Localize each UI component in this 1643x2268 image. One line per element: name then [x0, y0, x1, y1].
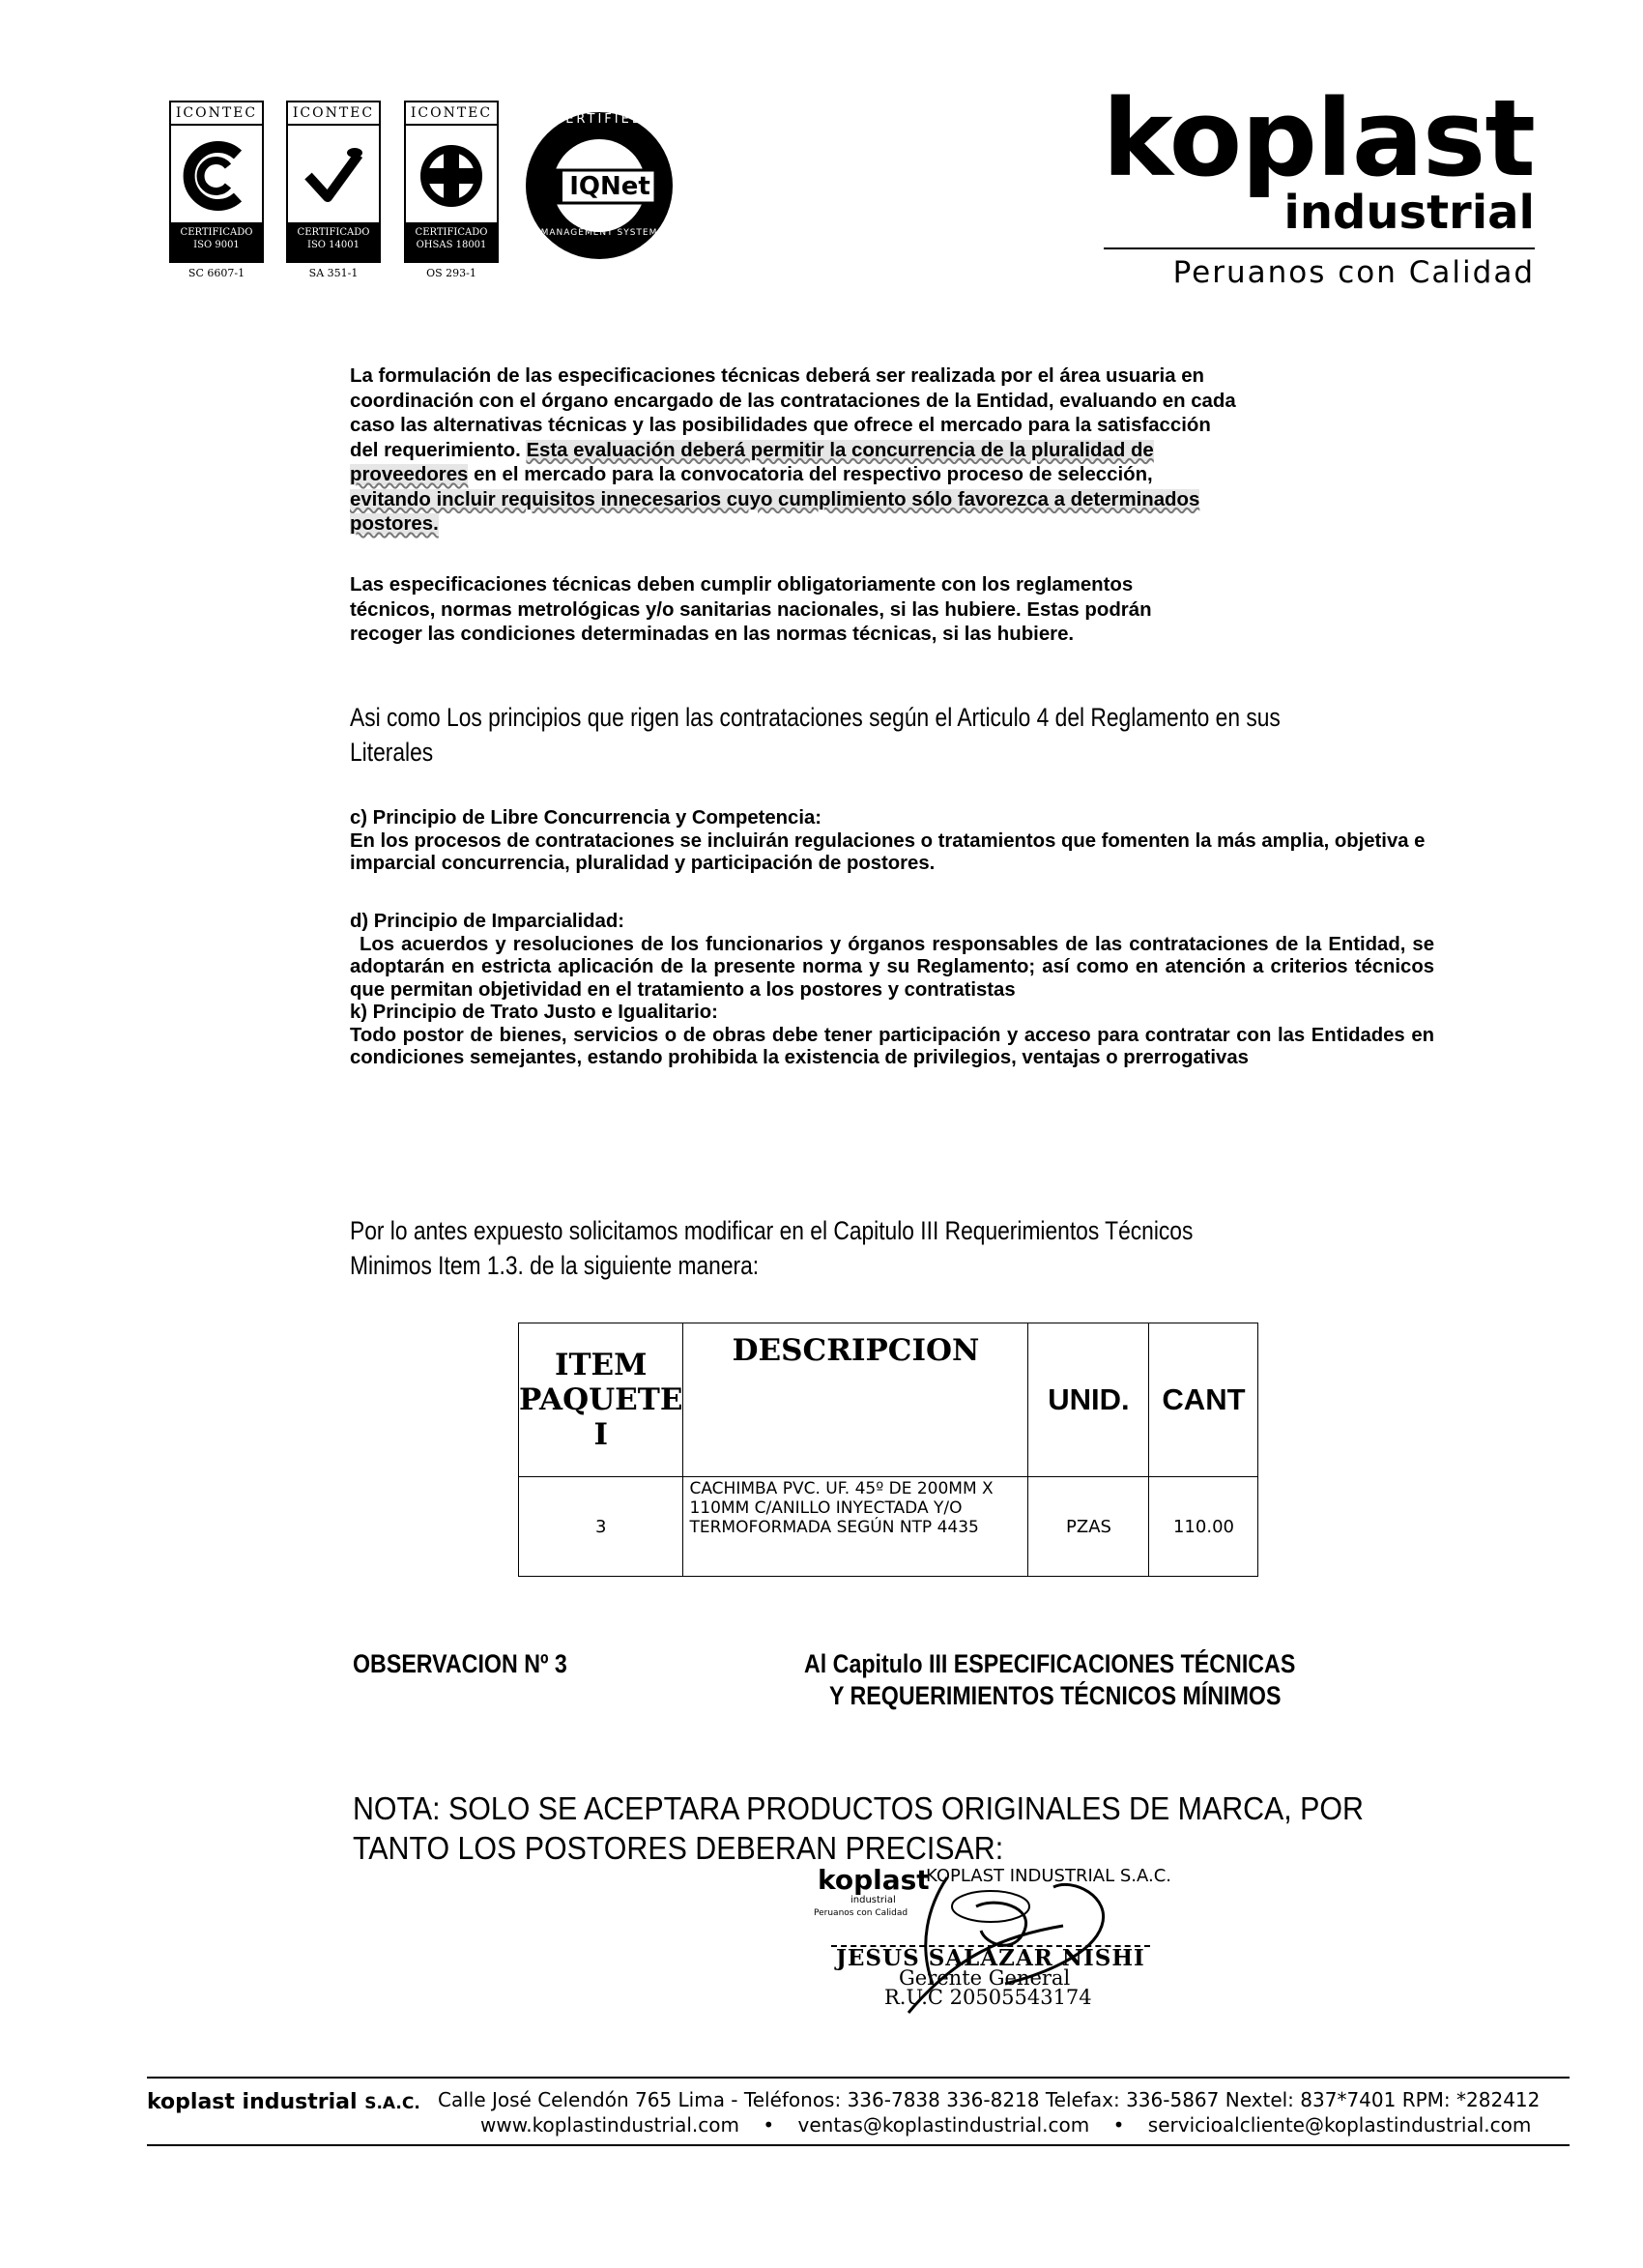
- note-original-products: NOTA: SOLO SE ACEPTARA PRODUCTOS ORIGINALES DE MARCA, POR TANTO LOS POSTORES DEBERAN PRECISAR:: [353, 1790, 1364, 1866]
- cert-caption-line2: ISO 9001: [193, 240, 240, 250]
- cell-unit: PZAS: [1028, 1477, 1149, 1577]
- header-description: DESCRIPCION: [683, 1323, 1028, 1477]
- cert-code: OS 293-1: [426, 267, 476, 279]
- footer-address: Calle José Celendón 765 Lima - Teléfonos: 336-7838 336-8218 Telefax: 336-5867 Nextel: 837*7401 RPM: *282412: [438, 2088, 1541, 2111]
- iqnet-ring-top: CERTIFIED: [554, 112, 645, 127]
- cell-description: CACHIMBA PVC. UF. 45º DE 200MM X 110MM C/ANILLO INYECTADA Y/O TERMOFORMADA SEGÚN NTP 4435: [683, 1477, 1028, 1577]
- header-item-line3: I: [593, 1417, 608, 1452]
- principle-text: Los acuerdos y resoluciones de los funcionarios y órganos responsables de las contrataciones de la Entidad, se adoptarán en estricta aplicación de la presente norma y su Reglamento; así como en atención a criterios técnicos que permitan objetividad en el tratamiento a los postores y contratistas: [350, 933, 1434, 1001]
- header-unit: UNID.: [1028, 1323, 1149, 1477]
- safety-cross-icon: [406, 126, 497, 226]
- footer-top-rule: [147, 2077, 1570, 2079]
- header-item-line1: ITEM: [554, 1348, 648, 1382]
- cell-quantity: 110.00: [1149, 1477, 1258, 1577]
- observation-label: OBSERVACION Nº 3: [353, 1649, 567, 1678]
- paragraph-request: Por lo antes expuesto solicitamos modificar en el Capitulo III Requerimientos Técnicos Minimos Item 1.3. de la siguiente manera:: [350, 1216, 1194, 1280]
- cert-code: SA 351-1: [308, 267, 359, 279]
- table-row: [519, 1477, 1258, 1577]
- cell-item: 3: [519, 1477, 683, 1577]
- paragraph-specifications: [350, 364, 1239, 538]
- bullet-separator: •: [763, 2113, 775, 2137]
- principle-title: c) Principio de Libre Concurrencia y Competencia:: [350, 807, 822, 829]
- requirements-table: [518, 1323, 1258, 1577]
- footer-brand-suffix: S.A.C.: [364, 2094, 420, 2113]
- footer-service-email-link[interactable]: servicioalcliente@koplastindustrial.com: [1147, 2113, 1532, 2137]
- brand-subtitle: industrial: [1283, 186, 1535, 240]
- cert-caption: [288, 222, 379, 261]
- stamp-logo: koplast: [818, 1864, 930, 1896]
- header-quantity: CANT: [1149, 1323, 1258, 1477]
- checkmark-leaf-icon: [288, 126, 379, 226]
- cert-org: ICONTEC: [288, 102, 379, 126]
- principle-text: En los procesos de contrataciones se incluirán regulaciones o tratamientos que fomenten la más amplia, objetiva e imparcial concurrencia, pluralidad y participación de postores.: [350, 829, 1426, 874]
- company-stamp: [812, 1845, 1179, 2028]
- footer-bottom-rule: [147, 2144, 1570, 2146]
- signer-ruc: R.U.C 20505543174: [884, 1986, 1092, 2009]
- cert-caption-line1: CERTIFICADO: [297, 227, 370, 238]
- cert-caption: [406, 222, 497, 261]
- brand-divider: [1104, 247, 1535, 249]
- cert-code: SC 6607-1: [187, 267, 245, 279]
- footer-contacts: [480, 2113, 1531, 2137]
- principle-title: k) Principio de Trato Justo e Igualitario:: [350, 1002, 718, 1023]
- header-item-line2: PAQUETE: [519, 1382, 683, 1417]
- principle-text: Todo postor de bienes, servicios o de obras debe tener participación y acceso para contratar con las Entidades en condiciones semejantes, estando prohibida la existencia de privilegios, ventajas o prerrogativas: [350, 1024, 1434, 1068]
- brand-logo: koplast: [1102, 76, 1535, 200]
- iqnet-ring-bottom: MANAGEMENT SYSTEM: [540, 228, 658, 238]
- paragraph-text: La formulación de las especificaciones técnicas deberá ser realizada por el área usuaria en coordinación con el órgano encargado de las contrataciones de la Entidad, evaluando en cada caso las alternativas técnicas y las posibilidades que ofrece el mercado para la satisfacción del requerimiento.: [350, 365, 1236, 461]
- cert-org: ICONTEC: [171, 102, 262, 126]
- brand-tagline: Peruanos con Calidad: [1172, 255, 1535, 290]
- paragraph-regulations: Las especificaciones técnicas deben cumplir obligatoriamente con los reglamentos técnicos, normas metrológicas y/o sanitarias nacionales, si las hubiere. Estas podrán recoger las condiciones determinadas en las normas técnicas, si las hubiere.: [350, 574, 1152, 645]
- iqnet-certified-seal: [522, 108, 677, 263]
- stamp-logo-sub: industrial: [850, 1895, 896, 1905]
- icontec-ohsas18001-seal: [404, 101, 499, 263]
- paragraph-principles-intro: Asi como Los principios que rigen las contrataciones según el Articulo 4 del Reglamento en sus Literales: [350, 703, 1281, 767]
- table-header-row: [519, 1323, 1258, 1477]
- observation-title-line2: Y REQUERIMIENTOS TÉCNICOS MÍNIMOS: [829, 1681, 1282, 1710]
- principle-c: [350, 807, 1434, 876]
- observation-title-line1: Al Capitulo III ESPECIFICACIONES TÉCNICAS: [804, 1649, 1296, 1678]
- header-item: [519, 1323, 683, 1477]
- footer-brand: [147, 2090, 420, 2114]
- highlighted-text: Esta evaluación deberá permitir la concurrencia de la pluralidad de proveedores: [350, 439, 1154, 485]
- footer-brand-name: koplast industrial: [147, 2090, 358, 2114]
- bullet-separator: •: [1112, 2113, 1125, 2137]
- footer-email-link[interactable]: ventas@koplastindustrial.com: [797, 2113, 1090, 2137]
- cert-caption-line2: ISO 14001: [307, 240, 360, 250]
- cert-caption: [171, 222, 262, 261]
- stamp-logo-tag: Peruanos con Calidad: [814, 1908, 908, 1918]
- stamp-company: KOPLAST INDUSTRIAL S.A.C.: [926, 1866, 1172, 1886]
- iqnet-center: IQNet: [569, 172, 650, 201]
- icontec-iso9001-seal: [169, 101, 264, 263]
- cert-caption-line1: CERTIFICADO: [180, 227, 253, 238]
- signer-name: JESUS SALAZAR NISHI: [836, 1945, 1145, 1971]
- icontec-iso14001-seal: [286, 101, 381, 263]
- principle-d: [350, 911, 1434, 1070]
- cert-caption-line2: OHSAS 18001: [416, 240, 487, 250]
- signer-role: Gerente General: [899, 1966, 1071, 1990]
- highlighted-text: evitando incluir requisitos innecesarios cuyo cumplimiento sólo favorezca a determinados postores.: [350, 488, 1200, 535]
- c-shape-icon: [171, 126, 262, 226]
- footer-website-link[interactable]: www.koplastindustrial.com: [480, 2113, 739, 2137]
- cert-caption-line1: CERTIFICADO: [415, 227, 488, 238]
- cert-org: ICONTEC: [406, 102, 497, 126]
- paragraph-text: en el mercado para la convocatoria del respectivo proceso de selección,: [474, 464, 1153, 485]
- principle-title: d) Principio de Imparcialidad:: [350, 911, 624, 932]
